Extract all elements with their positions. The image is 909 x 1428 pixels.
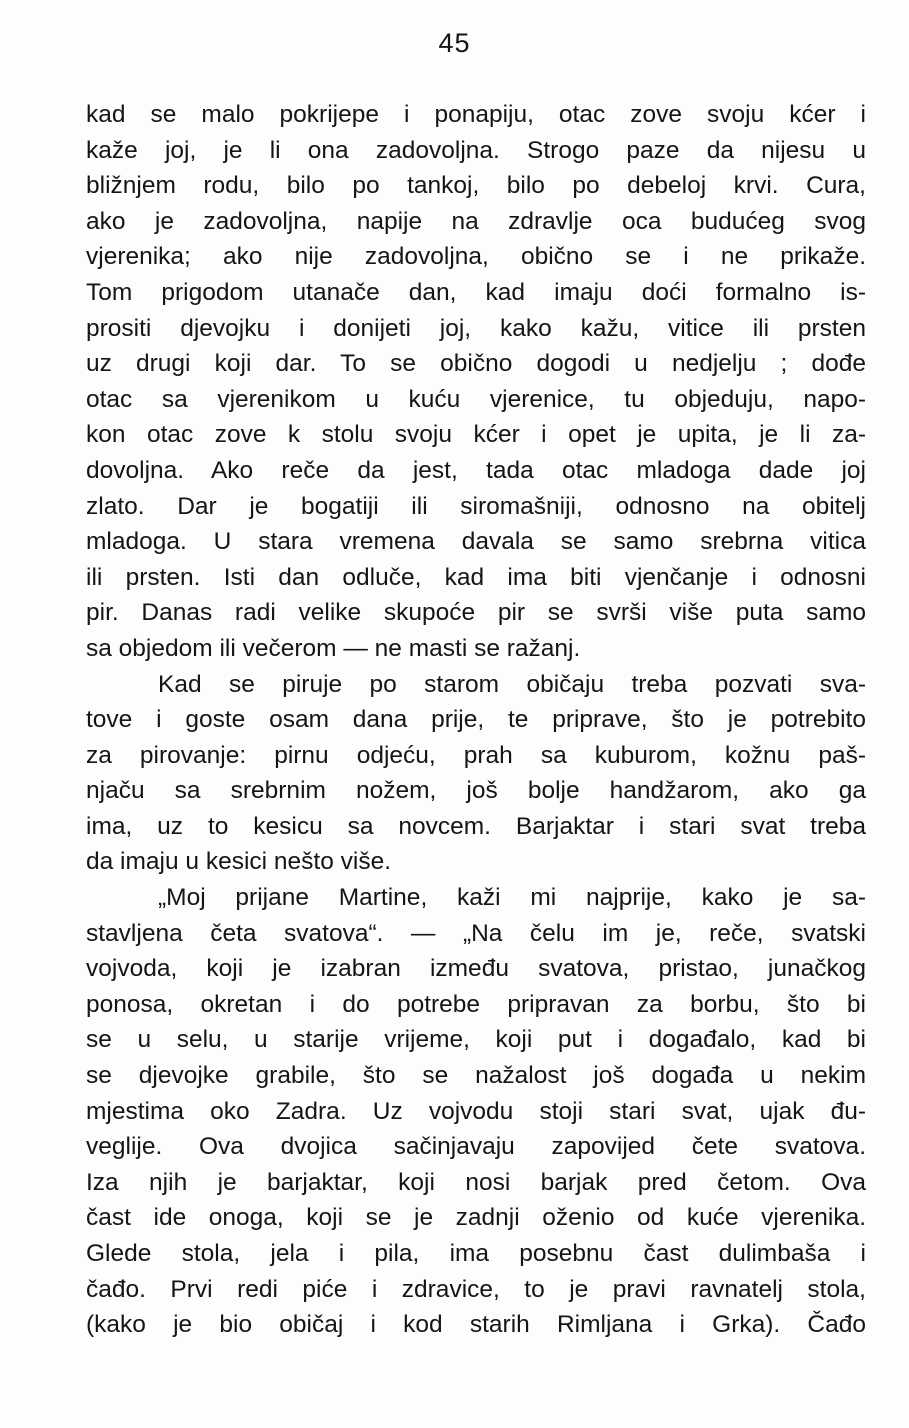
text-line: veglije. Ova dvojica sačinjavaju zapovijed čete svatova. bbox=[86, 1133, 866, 1161]
text-line: otac sa vjerenikom u kuću vjerenice, tu objeduju, napo- bbox=[86, 385, 866, 413]
text-line: Glede stola, jela i pila, ima posebnu čast dulimbaša i bbox=[86, 1240, 866, 1267]
text-line: stavljena četa svatova“. — „Na čelu im je, reče, svatski bbox=[86, 919, 866, 947]
text-line: kon otac zove k stolu svoju kćer i opet je upita, je li za- bbox=[86, 421, 866, 449]
text-line: pir. Danas radi velike skupoće pir se svrši više puta samo bbox=[86, 599, 866, 627]
text-line: bližnjem rodu, bilo po tankoj, bilo po debeloj krvi. Cura, bbox=[86, 172, 866, 200]
text-line: ili prsten. Isti dan odluče, kad ima biti vjenčanje i odnosni bbox=[86, 563, 866, 591]
text-line: prositi djevojku i donijeti joj, kako kažu, vitice ili prsten bbox=[86, 314, 866, 342]
text-line: vojvoda, koji je izabran između svatova, pristao, junačkog bbox=[86, 955, 866, 983]
text-line: mladoga. U stara vremena davala se samo srebrna vitica bbox=[86, 528, 866, 556]
text-line: da imaju u kesici nešto više. bbox=[86, 848, 392, 876]
page-number: 45 bbox=[438, 28, 471, 58]
text-line: ima, uz to kesicu sa novcem. Barjaktar i stari svat treba bbox=[86, 812, 866, 840]
text-line: zlato. Dar je bogatiji ili siromašniji, odnosno na obitelj bbox=[86, 492, 866, 520]
text-line: ako je zadovoljna, napije na zdravlje oca budućeg svog bbox=[86, 207, 866, 235]
text-line: dovoljna. Ako reče da jest, tada otac mladoga dade joj bbox=[86, 456, 866, 484]
text-line: čast ide onoga, koji se je zadnji oženio od kuće vjerenika. bbox=[86, 1204, 866, 1232]
body-text bbox=[86, 97, 866, 1343]
text-line: uz drugi koji dar. To se obično dogodi u nedjelju ; dođe bbox=[86, 350, 866, 378]
text-line: kad se malo pokrijepe i ponapiju, otac zove svoju kćer i bbox=[86, 101, 866, 128]
text-line: mjestima oko Zadra. Uz vojvodu stoji stari svat, ujak đu- bbox=[86, 1097, 866, 1125]
text-line: tove i goste osam dana prije, te priprave, što je potrebito bbox=[86, 706, 866, 734]
text-line: čađo. Prvi redi piće i zdravice, to je pravi ravnatelj stola, bbox=[86, 1275, 866, 1303]
text-line: vjerenika; ako nije zadovoljna, obično se i ne prikaže. bbox=[86, 243, 866, 271]
text-line: ponosa, okretan i do potrebe pripravan za borbu, što bi bbox=[86, 990, 866, 1018]
text-line: Tom prigodom utanače dan, kad imaju doći formalno is- bbox=[86, 278, 866, 306]
text-line: za pirovanje: pirnu odjeću, prah sa kuburom, kožnu paš- bbox=[86, 741, 866, 769]
text-line: (kako je bio običaj i kod starih Rimljana i Grka). Čađo bbox=[86, 1311, 866, 1339]
text-line: kaže joj, je li ona zadovoljna. Strogo paze da nijesu u bbox=[86, 136, 866, 164]
text-line: se u selu, u starije vrijeme, koji put i događalo, kad bi bbox=[86, 1026, 866, 1054]
text-line: njaču sa srebrnim nožem, još bolje handžarom, ako ga bbox=[86, 777, 866, 805]
text-line: Kad se piruje po starom običaju treba pozvati sva- bbox=[158, 670, 866, 698]
text-line: „Moj prijane Martine, kaži mi najprije, kako je sa- bbox=[158, 884, 866, 912]
text-line: sa objedom ili večerom — ne masti se ražanj. bbox=[86, 634, 581, 662]
text-line: se djevojke grabile, što se nažalost još događa u nekim bbox=[86, 1062, 866, 1090]
text-line: Iza njih je barjaktar, koji nosi barjak pred četom. Ova bbox=[86, 1168, 866, 1196]
